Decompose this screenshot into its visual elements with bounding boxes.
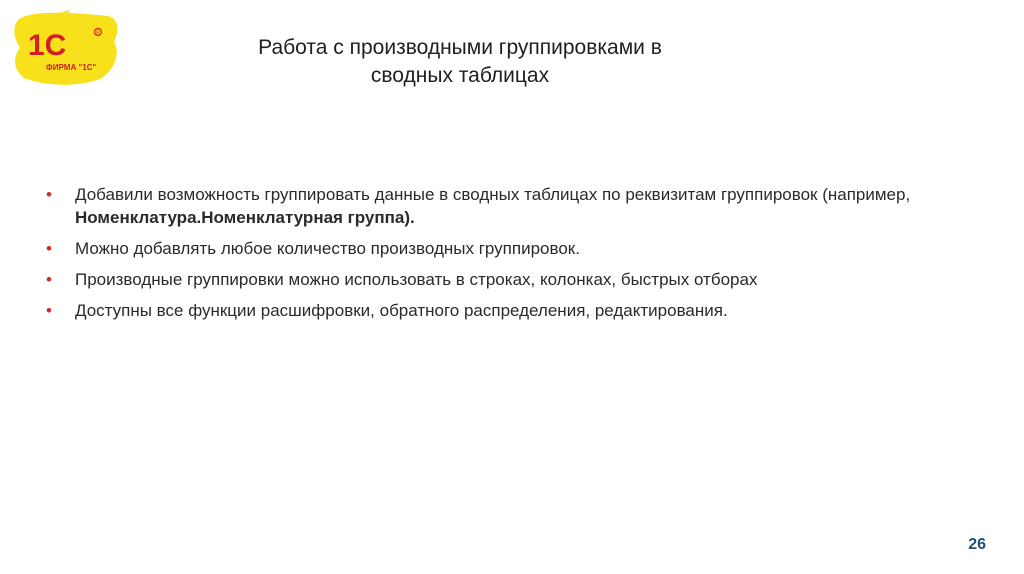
bullet-text: Производные группировки можно использовать в строках, колонках, быстрых отборах	[75, 270, 758, 289]
slide-title-line2: сводных таблицах	[370, 64, 550, 87]
slide-title	[200, 34, 720, 90]
bullet-marker: •	[46, 270, 52, 289]
logo-1c	[10, 8, 122, 90]
bullet-item	[46, 268, 966, 291]
page-number: 26	[968, 536, 986, 553]
bullet-list	[46, 183, 966, 330]
bullet-marker: •	[46, 301, 52, 320]
logo-mark: 1С	[28, 29, 67, 62]
logo-1c-icon	[10, 8, 122, 90]
bullet-text: Добавили возможность группировать данные в сводных таблицах по реквизитам группировок (например,	[75, 185, 911, 204]
bullet-text: Можно добавлять любое количество производных группировок.	[75, 239, 580, 258]
bullet-item	[46, 237, 966, 260]
slide-title-line1: Работа с производными группировками в	[258, 36, 662, 59]
bullet-marker: •	[46, 185, 52, 204]
bullet-marker: •	[46, 239, 52, 258]
svg-text:R: R	[96, 30, 100, 37]
bullet-item	[46, 183, 966, 229]
bullet-bold-text: Номенклатура.Номенклатурная группа).	[75, 208, 415, 227]
bullet-text: Доступны все функции расшифровки, обратного распределения, редактирования.	[75, 301, 728, 320]
bullet-item	[46, 299, 966, 322]
logo-caption: ФИРМА "1С"	[46, 63, 97, 72]
